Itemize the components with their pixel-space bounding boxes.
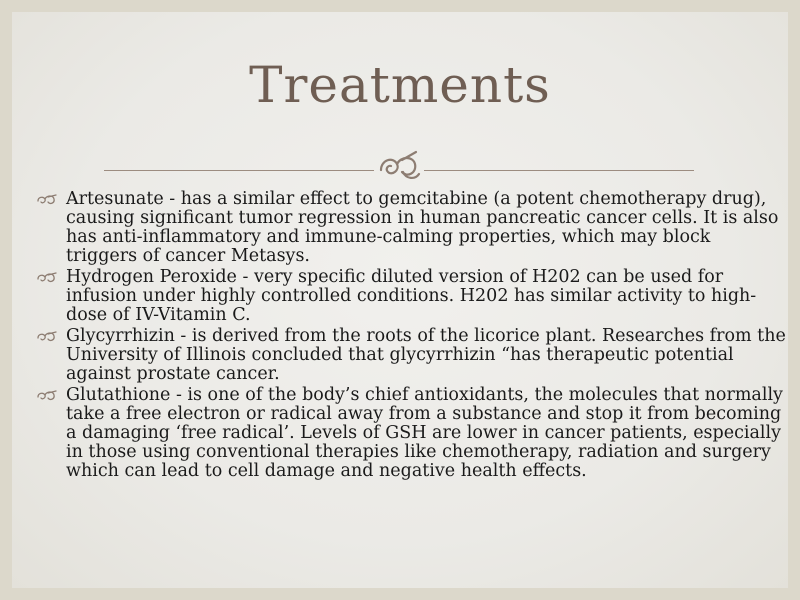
swirl-bullet-icon — [36, 272, 58, 284]
divider-left — [104, 170, 374, 171]
swirl-bullet-icon — [36, 331, 58, 343]
swirl-ornament-icon — [375, 146, 423, 186]
bullet-item — [36, 327, 786, 384]
bullet-text: Glycyrrhizin - is derived from the roots of the licorice plant. Researches from the University of Illinois concluded that glycyrrhizin “has therapeutic potential against prostate cancer. — [66, 326, 786, 384]
bullet-item — [36, 386, 786, 481]
bullet-item — [36, 190, 786, 266]
bullet-text: Glutathione - is one of the body’s chief antioxidants, the molecules that normally take a free electron or radical away from a substance and stop it from becoming a damaging ‘free radical’. Levels of GSH are lower in cancer patients, especially in those using conventional therapies like chemotherapy, radiation and surgery which can lead to cell damage and negative health effects. — [66, 385, 783, 481]
swirl-bullet-icon — [36, 390, 58, 402]
bullet-list — [36, 190, 786, 483]
bullet-text: Artesunate - has a similar effect to gemcitabine (a potent chemotherapy drug), causing significant tumor regression in human pancreatic cancer cells. It is also has anti-inflammatory and immune-calming properties, which may block triggers of cancer Metasys. — [66, 189, 779, 266]
slide-title: Treatments — [249, 56, 551, 114]
bullet-item — [36, 268, 786, 325]
divider-right — [424, 170, 694, 171]
swirl-bullet-icon — [36, 194, 58, 206]
bullet-text: Hydrogen Peroxide - very specific diluted version of H202 can be used for infusion under highly controlled conditions. H202 has similar activity to high-dose of IV-Vitamin C. — [66, 267, 757, 325]
